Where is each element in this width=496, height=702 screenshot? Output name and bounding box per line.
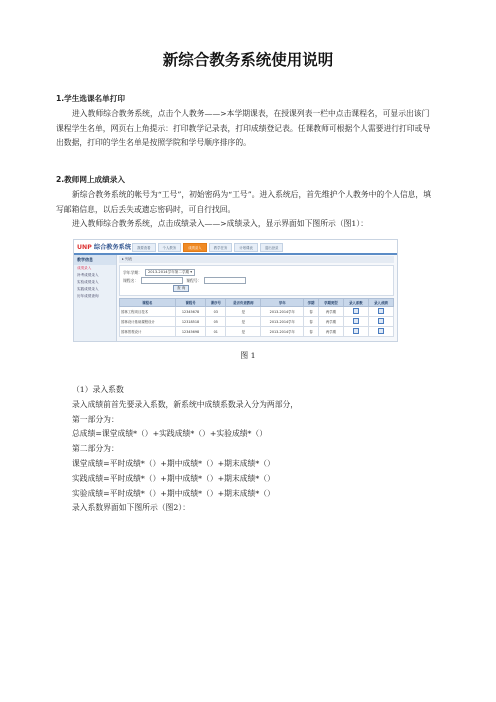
term-select[interactable]: 2013-2014学年第二学期 ▾: [145, 269, 195, 276]
course-code-input[interactable]: [204, 277, 246, 284]
col-grade: 录入成绩: [368, 299, 393, 307]
term-label: 学年学期：: [123, 269, 142, 275]
formula-practice: 实践成绩=平时成绩*（）+期中成绩*（）+期末成绩*（）: [72, 473, 275, 483]
course-name-label: 课程名：: [123, 277, 139, 283]
system-logo: UNP 综合教务系统: [77, 244, 132, 251]
tab-view[interactable]: 我要查看: [132, 243, 156, 252]
para-part-one: 第一部分为：: [72, 414, 119, 424]
col-section: 课序号: [206, 299, 226, 307]
sidebar-item-practice-entry[interactable]: 实践成绩录入: [77, 287, 99, 291]
tab-personal[interactable]: 个人教务: [158, 243, 182, 252]
sidebar-item-history-query[interactable]: 历年成绩查询: [77, 294, 99, 298]
sidebar-header: 教学信息: [74, 255, 116, 265]
figure-header-bar: [74, 240, 397, 255]
section-2-1: [56, 383, 436, 516]
section-2: [56, 173, 436, 232]
section-2-body-2: 进入教师综合教务系统，点击成绩录入——>成绩录入，显示界面如下图所示（图1）：: [72, 219, 369, 229]
edit-coef-icon[interactable]: [353, 318, 359, 324]
sidebar-item-grade-entry[interactable]: 成绩录入: [77, 266, 92, 270]
col-year: 学年: [261, 299, 304, 307]
section-1-heading: 1.学生选课名单打印: [56, 94, 125, 103]
para-figure-2-ref: 录入系数界面如下图所示（图2）：: [72, 503, 191, 513]
edit-coef-icon[interactable]: [353, 328, 359, 334]
query-button[interactable]: 查 询: [173, 285, 189, 292]
table-row: 园林工程项目技术 12345678 03 是 2013-2014学年 春 两学期: [120, 307, 394, 317]
para-coef-intro: 录入成绩前首先要录入系数，新系统中成绩系数录入分为两部分，: [72, 399, 299, 409]
col-course-code: 课程号: [175, 299, 206, 307]
edit-grade-icon[interactable]: [378, 318, 384, 324]
figure-1-screenshot: [73, 239, 398, 342]
formula-classroom: 课堂成绩=平时成绩*（）+期中成绩*（）+期末成绩*（）: [72, 458, 275, 468]
tab-grade-entry[interactable]: 成绩录入: [183, 243, 207, 252]
tab-teaching-task[interactable]: 教学任务: [209, 243, 233, 252]
edit-coef-icon[interactable]: [353, 308, 359, 314]
formula-total: 总成绩=课堂成绩*（）+实践成绩*（）+实验成绩*（）: [72, 429, 268, 439]
course-code-label: 课程号：: [186, 277, 202, 283]
figure-main: [119, 256, 394, 338]
tab-schedule[interactable]: 计划课表: [234, 243, 258, 252]
col-responsible: 是否负责教师: [226, 299, 261, 307]
col-term-type: 学期类型: [318, 299, 343, 307]
col-course-name: 课程名: [120, 299, 176, 307]
section-1-body: 进入教师综合教务系统，点击个人教务——>本学期课表，在授课列表一栏中点击课程名，可显示出该门课程学生名单，网页右上角提示：打印教学记录表，打印成绩登记表。任课教师可根据个人需要进行打印或导出数据，打印的学生名单是按照学院和学号顺序排序的。: [56, 108, 431, 148]
edit-grade-icon[interactable]: [378, 328, 384, 334]
formula-lab: 实验成绩=平时成绩*（）+期中成绩*（）+期末成绩*（）: [72, 488, 275, 498]
document-title: 新综合教务系统使用说明: [162, 51, 334, 69]
course-table: [119, 298, 394, 337]
query-form: [119, 265, 394, 296]
section-2-heading: 2.教师网上成绩录入: [56, 175, 125, 184]
course-name-input[interactable]: [141, 277, 183, 284]
sidebar-item-makeup-entry[interactable]: 补考成绩录入: [77, 273, 99, 277]
subsection-heading: （1）录入系数: [72, 385, 124, 394]
table-row: 园林设计基础课程设计 12318518 05 是 2013-2014学年 春 两学期: [120, 317, 394, 327]
figure-1-caption: 图 1: [240, 351, 256, 360]
table-row: 园林景观设计 12345698 01 是 2013-2014学年 春 两学期: [120, 327, 394, 337]
figure-nav-tabs: [132, 243, 283, 252]
col-term: 学期: [304, 299, 319, 307]
section-1: [56, 92, 436, 151]
edit-grade-icon[interactable]: [378, 308, 384, 314]
breadcrumb: ▸ 列表: [119, 256, 394, 263]
sidebar-item-lab-entry[interactable]: 实验成绩录入: [77, 280, 99, 284]
para-part-two: 第二部分为：: [72, 444, 119, 454]
section-2-body-1: 新综合教务系统的帐号为“工号”，初始密码为“工号”。进入系统后，首先维护个人教务中的个人信息，填写邮箱信息，以后丢失或遗忘密码时，可自行找回。: [56, 189, 432, 214]
tab-logout[interactable]: 退出登录: [260, 243, 284, 252]
figure-sidebar: [74, 255, 117, 341]
col-coef: 录入系数: [343, 299, 368, 307]
